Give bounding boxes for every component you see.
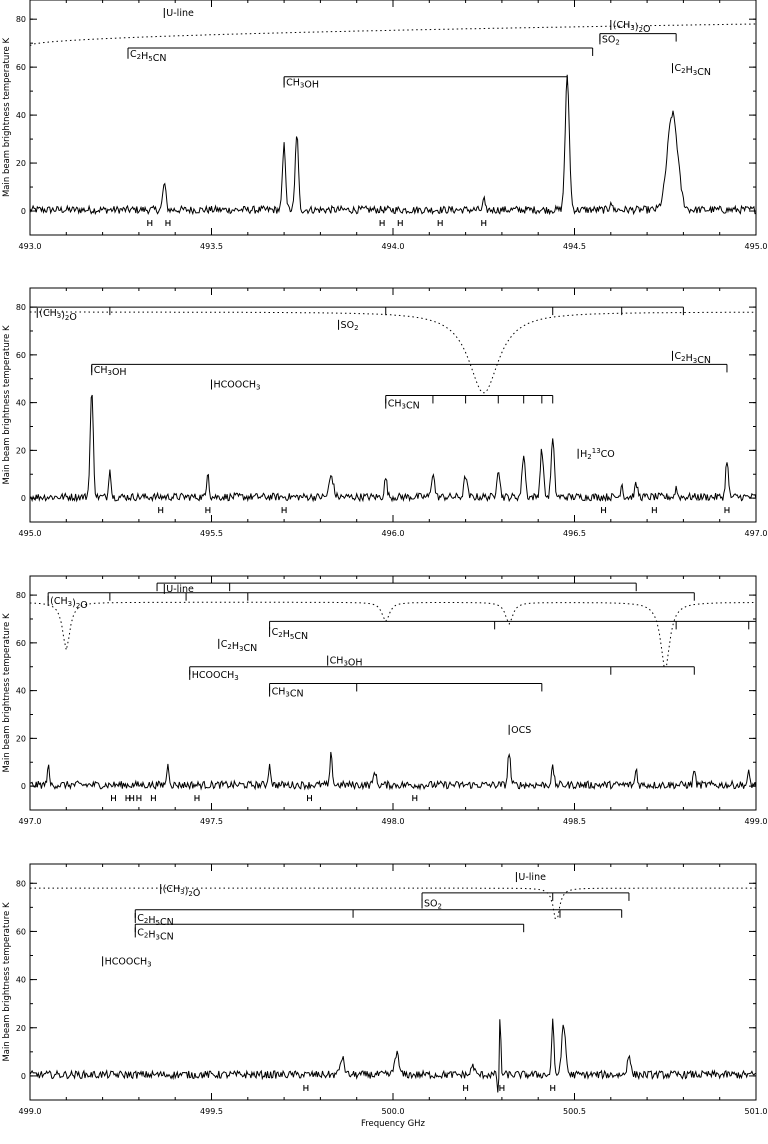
line-label: U-line xyxy=(166,583,194,595)
spectrum-line xyxy=(30,75,756,214)
line-label: $C_2H_5CN$ xyxy=(130,48,167,64)
x-tick-label: 496.5 xyxy=(563,529,586,538)
x-tick-label: 497.0 xyxy=(744,529,768,538)
y-tick-label: 20 xyxy=(15,446,26,456)
spectrum-line xyxy=(30,752,756,789)
spectrum-panel-1 xyxy=(2,0,767,251)
y-axis-title: Main beam brightness temperature K xyxy=(2,902,12,1062)
spectrum-panel-3 xyxy=(2,576,767,826)
x-tick-label: 500.0 xyxy=(381,1107,405,1116)
x-tick-label: 493.0 xyxy=(18,242,42,251)
line-label: $CH_3OH$ xyxy=(93,365,127,379)
y-tick-label: 80 xyxy=(15,591,26,601)
y-axis-title: Main beam brightness temperature K xyxy=(2,325,12,485)
y-tick-label: 40 xyxy=(15,111,26,121)
y-tick-label: 60 xyxy=(15,638,26,648)
line-label: $C_2H_3CN$ xyxy=(220,638,258,654)
line-label: $CH_3OH$ xyxy=(286,77,319,91)
line-label: $SO_2$ xyxy=(601,34,620,47)
y-tick-label: 60 xyxy=(15,927,26,937)
line-label: $(CH_3)_2O$ xyxy=(612,19,651,35)
y-tick-label: 80 xyxy=(15,303,26,313)
line-label: $C_2H_5CN$ xyxy=(271,626,309,642)
x-tick-label: 501.0 xyxy=(744,1107,768,1116)
x-tick-label: 499.0 xyxy=(744,817,768,826)
x-tick-label: 495.5 xyxy=(200,529,223,538)
model-curve xyxy=(30,602,756,666)
plot-frame xyxy=(30,576,756,810)
line-label: $C_2H_5CN$ xyxy=(137,912,174,928)
line-label: $SO_2$ xyxy=(424,898,443,911)
line-label: $HCOOCH_3$ xyxy=(104,956,152,969)
line-label: $C_2H_3CN$ xyxy=(674,63,711,79)
x-tick-label: 496.0 xyxy=(381,529,405,538)
x-tick-label: 498.5 xyxy=(563,817,586,826)
x-tick-label: 494.5 xyxy=(563,242,586,251)
y-tick-label: 60 xyxy=(15,350,26,360)
line-label: $C_2H_3CN$ xyxy=(137,927,174,943)
line-label: $CH_3CN$ xyxy=(387,398,420,412)
y-tick-label: 40 xyxy=(15,686,26,696)
line-label: $H_2^{13}CO$ xyxy=(580,446,615,461)
x-axis-title: Frequency GHz xyxy=(360,1119,426,1129)
y-tick-label: 20 xyxy=(15,734,26,744)
spectrum-line xyxy=(30,1019,756,1093)
x-tick-label: 495.0 xyxy=(18,529,42,538)
y-tick-label: 0 xyxy=(20,1071,26,1081)
y-tick-label: 20 xyxy=(15,159,26,169)
line-label: $HCOOCH_3$ xyxy=(213,379,261,392)
x-tick-label: 499.5 xyxy=(200,1107,223,1116)
y-tick-label: 80 xyxy=(15,879,26,889)
line-label: $CH_3CN$ xyxy=(271,686,304,700)
spectrum-line xyxy=(30,395,756,501)
spectrum-panel-2 xyxy=(2,288,767,538)
spectrum-panel-4 xyxy=(2,864,767,1129)
x-tick-label: 497.0 xyxy=(18,817,42,826)
line-label: $(CH_3)_2O$ xyxy=(162,884,201,900)
line-label: $(CH_3)_2O$ xyxy=(50,595,88,611)
plot-frame xyxy=(30,0,756,235)
y-tick-label: 0 xyxy=(20,207,26,217)
y-tick-label: 0 xyxy=(20,494,26,504)
line-label: U-line xyxy=(166,7,194,19)
y-axis-title: Main beam brightness temperature K xyxy=(2,37,12,198)
x-tick-label: 493.5 xyxy=(200,242,223,251)
y-tick-label: 80 xyxy=(15,15,26,25)
model-curve xyxy=(30,312,756,393)
x-tick-label: 499.0 xyxy=(18,1107,42,1116)
line-label: $SO_2$ xyxy=(340,319,359,332)
line-label: $C_2H_3CN$ xyxy=(674,350,711,366)
y-tick-label: 60 xyxy=(15,63,26,73)
x-tick-label: 494.0 xyxy=(381,242,405,251)
y-tick-label: 40 xyxy=(15,975,26,985)
line-label: $CH_3OH$ xyxy=(329,655,363,669)
plot-frame xyxy=(30,864,756,1100)
y-tick-label: 40 xyxy=(15,398,26,408)
y-tick-label: 20 xyxy=(15,1023,26,1033)
y-axis-title: Main beam brightness temperature K xyxy=(2,613,12,773)
y-tick-label: 0 xyxy=(20,782,26,792)
line-label: $(CH_3)_2O$ xyxy=(39,307,77,323)
line-label: OCS xyxy=(511,724,532,736)
x-tick-label: 500.5 xyxy=(563,1107,586,1116)
x-tick-label: 497.5 xyxy=(200,817,223,826)
x-tick-label: 495.0 xyxy=(744,242,768,251)
x-tick-label: 498.0 xyxy=(381,817,405,826)
line-label: $HCOOCH_3$ xyxy=(191,669,239,682)
line-label: U-line xyxy=(518,872,546,884)
